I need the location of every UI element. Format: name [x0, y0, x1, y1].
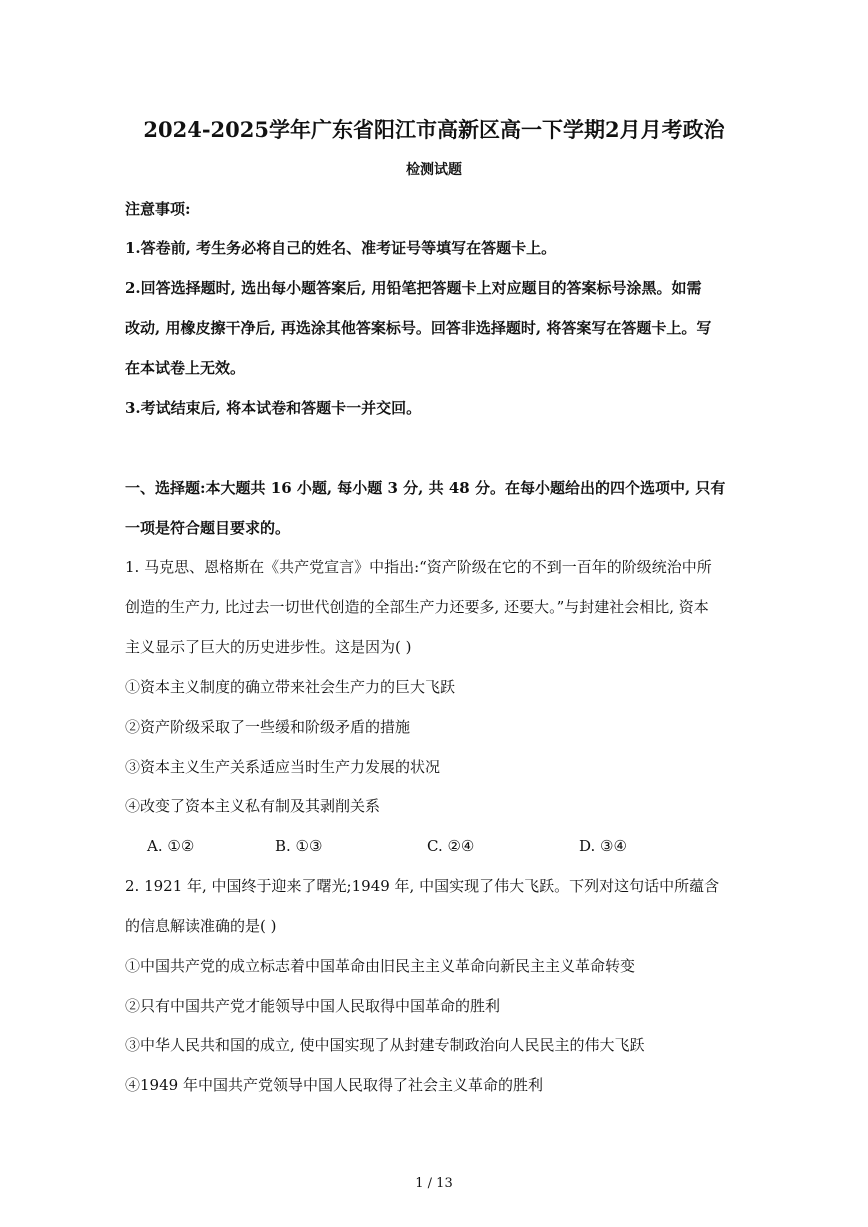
q1-item: ①资本主义制度的确立带来社会生产力的巨大飞跃: [125, 678, 456, 696]
notice-line: 在本试卷上无效。: [125, 359, 246, 377]
q2-item: ①中国共产党的成立标志着中国革命由旧民主主义革命向新民主主义革命转变: [125, 957, 636, 975]
page-number: 1 / 13: [415, 1176, 453, 1191]
document-title: 2024-2025学年广东省阳江市高新区高一下学期2月月考政治: [143, 117, 725, 142]
q2-stem: 的信息解读准确的是( ): [125, 917, 277, 935]
notice-line: 3.考试结束后, 将本试卷和答题卡一并交回。: [125, 399, 422, 417]
q1-item: ②资产阶级采取了一些缓和阶级矛盾的措施: [125, 718, 411, 736]
notice-heading: 注意事项:: [125, 200, 191, 218]
notice-line: 1.答卷前, 考生务必将自己的姓名、准考证号等填写在答题卡上。: [125, 239, 557, 257]
q1-options: [0, 836, 868, 856]
q1-stem: 1. 马克思、恩格斯在《共产党宣言》中指出:“资产阶级在它的不到一百年的阶级统治中所: [125, 558, 712, 576]
q1-item: ③资本主义生产关系适应当时生产力发展的状况: [125, 758, 441, 776]
q2-item: ④1949 年中国共产党领导中国人民取得了社会主义革命的胜利: [125, 1076, 543, 1094]
q2-item: ③中华人民共和国的成立, 使中国实现了从封建专制政治向人民民主的伟大飞跃: [125, 1036, 645, 1054]
section-heading: 一项是符合题目要求的。: [125, 519, 291, 537]
q1-stem: 创造的生产力, 比过去一切世代创造的全部生产力还要多, 还要大。”与封建社会相比, 资本: [125, 598, 709, 616]
q1-option-b: B. ①③: [275, 837, 323, 855]
q1-stem: 主义显示了巨大的历史进步性。这是因为( ): [125, 638, 412, 656]
q2-stem: 2. 1921 年, 中国终于迎来了曙光;1949 年, 中国实现了伟大飞跃。下列对这句话中所蕴含: [125, 877, 720, 895]
q1-option-a: A. ①②: [147, 837, 195, 855]
q1-item: ④改变了资本主义私有制及其剥削关系: [125, 797, 381, 815]
q2-item: ②只有中国共产党才能领导中国人民取得中国革命的胜利: [125, 997, 501, 1015]
q1-option-d: D. ③④: [579, 837, 627, 855]
document-subtitle: 检测试题: [406, 162, 462, 178]
q1-option-c: C. ②④: [427, 837, 475, 855]
notice-line: 改动, 用橡皮擦干净后, 再选涂其他答案标号。回答非选择题时, 将答案写在答题卡上。写: [125, 319, 712, 337]
notice-line: 2.回答选择题时, 选出每小题答案后, 用铅笔把答题卡上对应题目的答案标号涂黑。如需: [125, 279, 702, 297]
section-heading: 一、选择题:本大题共 16 小题, 每小题 3 分, 共 48 分。在每小题给出的四个选项中, 只有: [125, 479, 726, 497]
